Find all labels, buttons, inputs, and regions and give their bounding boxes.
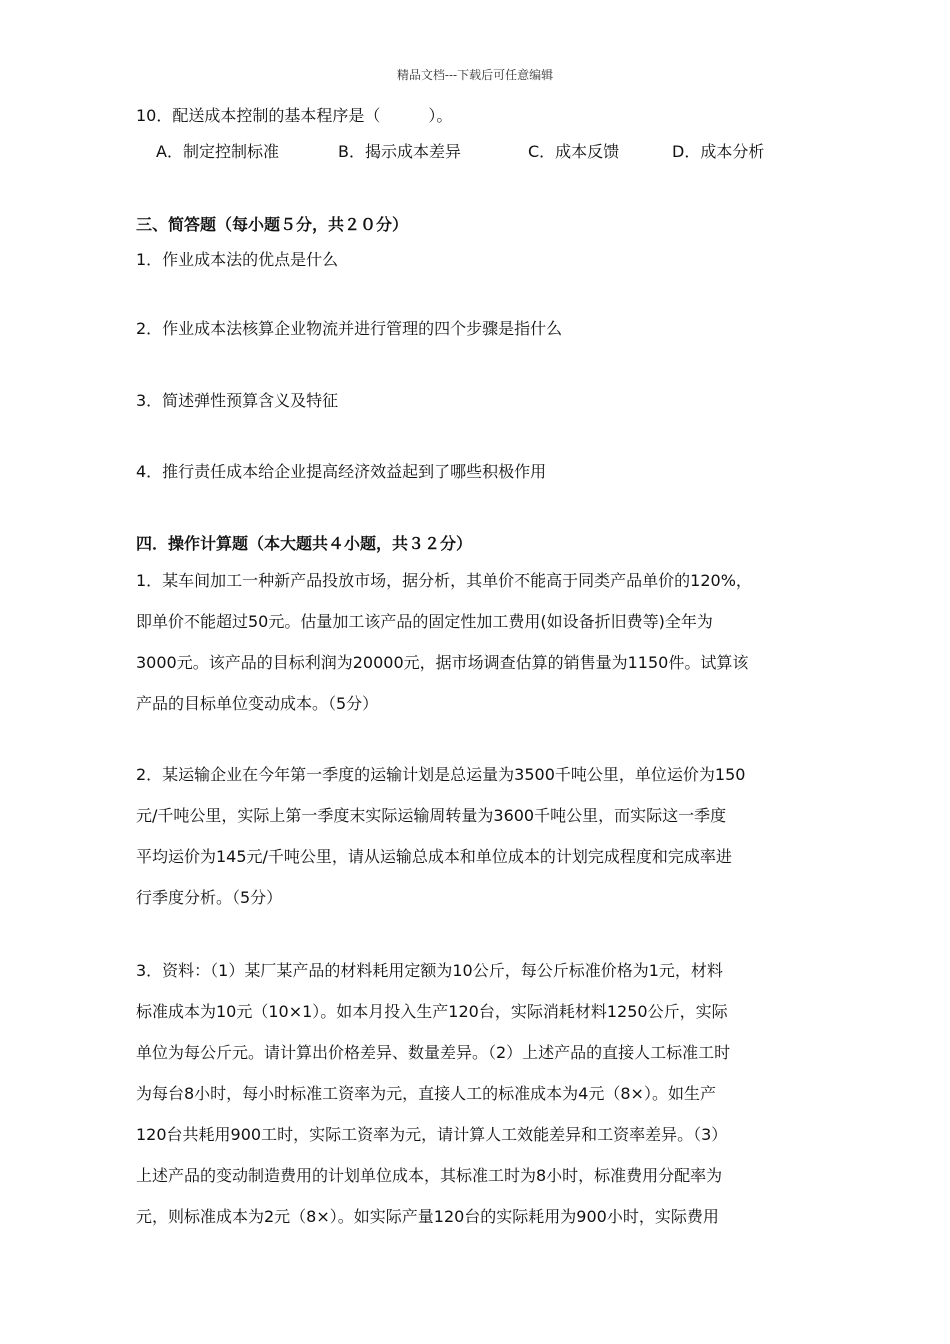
text-line: 2．某运输企业在今年第一季度的运输计划是总运量为3500千吨公里，单位运价为150 — [136, 765, 746, 784]
question-10: 10．配送成本控制的基本程序是（ ）。 — [136, 106, 453, 125]
option-b: B．揭示成本差异 — [338, 142, 461, 161]
page-header: 精品文档---下载后可任意编辑 — [396, 68, 554, 82]
text-line: 标准成本为10元（10×1）。如本月投入生产120台，实际消耗材料1250公斤，实际 — [136, 1002, 728, 1021]
text-line: 120台共耗用900工时，实际工资率为元，请计算人工效能差异和工资率差异。（3） — [136, 1125, 728, 1144]
text-line: 3．资料：（1）某厂某产品的材料耗用定额为10公斤，每公斤标准价格为1元，材料 — [136, 961, 723, 980]
short-question-4: 4．推行责任成本给企业提高经济效益起到了哪些积极作用 — [136, 462, 547, 481]
text-line: 产品的目标单位变动成本。（5分） — [136, 694, 379, 713]
text-line: 单位为每公斤元。请计算出价格差异、数量差异。（2）上述产品的直接人工标准工时 — [136, 1043, 731, 1062]
text-line: 为每台8小时，每小时标准工资率为元，直接人工的标准成本为4元（8×）。如生产 — [136, 1084, 716, 1103]
section-4-title: 四．操作计算题（本大题共４小题，共３２分） — [136, 534, 473, 553]
short-question-1: 1．作业成本法的优点是什么 — [136, 250, 339, 269]
calc-question-1 — [136, 560, 860, 724]
text-line: 平均运价为145元/千吨公里，请从运输总成本和单位成本的计划完成程度和完成率进 — [136, 847, 732, 866]
option-a: A．制定控制标准 — [156, 142, 279, 161]
short-question-3: 3．简述弹性预算含义及特征 — [136, 391, 339, 410]
section-3-title: 三、简答题（每小题５分，共２０分） — [136, 215, 409, 234]
text-line: 3000元。该产品的目标利润为20000元，据市场调查估算的销售量为1150件。试算该 — [136, 653, 749, 672]
text-line: 元，则标准成本为2元（8×）。如实际产量120台的实际耗用为900小时，实际费用 — [136, 1207, 719, 1226]
text-line: 元/千吨公里，实际上第一季度末实际运输周转量为3600千吨公里，而实际这一季度 — [136, 806, 727, 825]
calc-question-3 — [136, 950, 860, 1237]
text-line: 上述产品的变动制造费用的计划单位成本，其标准工时为8小时，标准费用分配率为 — [136, 1166, 723, 1185]
short-question-2: 2．作业成本法核算企业物流并进行管理的四个步骤是指什么 — [136, 319, 563, 338]
option-d: D．成本分析 — [672, 142, 765, 161]
text-line: 即单价不能超过50元。估量加工该产品的固定性加工费用(如设备折旧费等)全年为 — [136, 612, 713, 631]
text-line: 行季度分析。（5分） — [136, 888, 283, 907]
text-line: 1．某车间加工一种新产品投放市场，据分析，其单价不能高于同类产品单价的120%， — [136, 571, 752, 590]
calc-question-2 — [136, 754, 860, 918]
option-c: C．成本反馈 — [528, 142, 620, 161]
